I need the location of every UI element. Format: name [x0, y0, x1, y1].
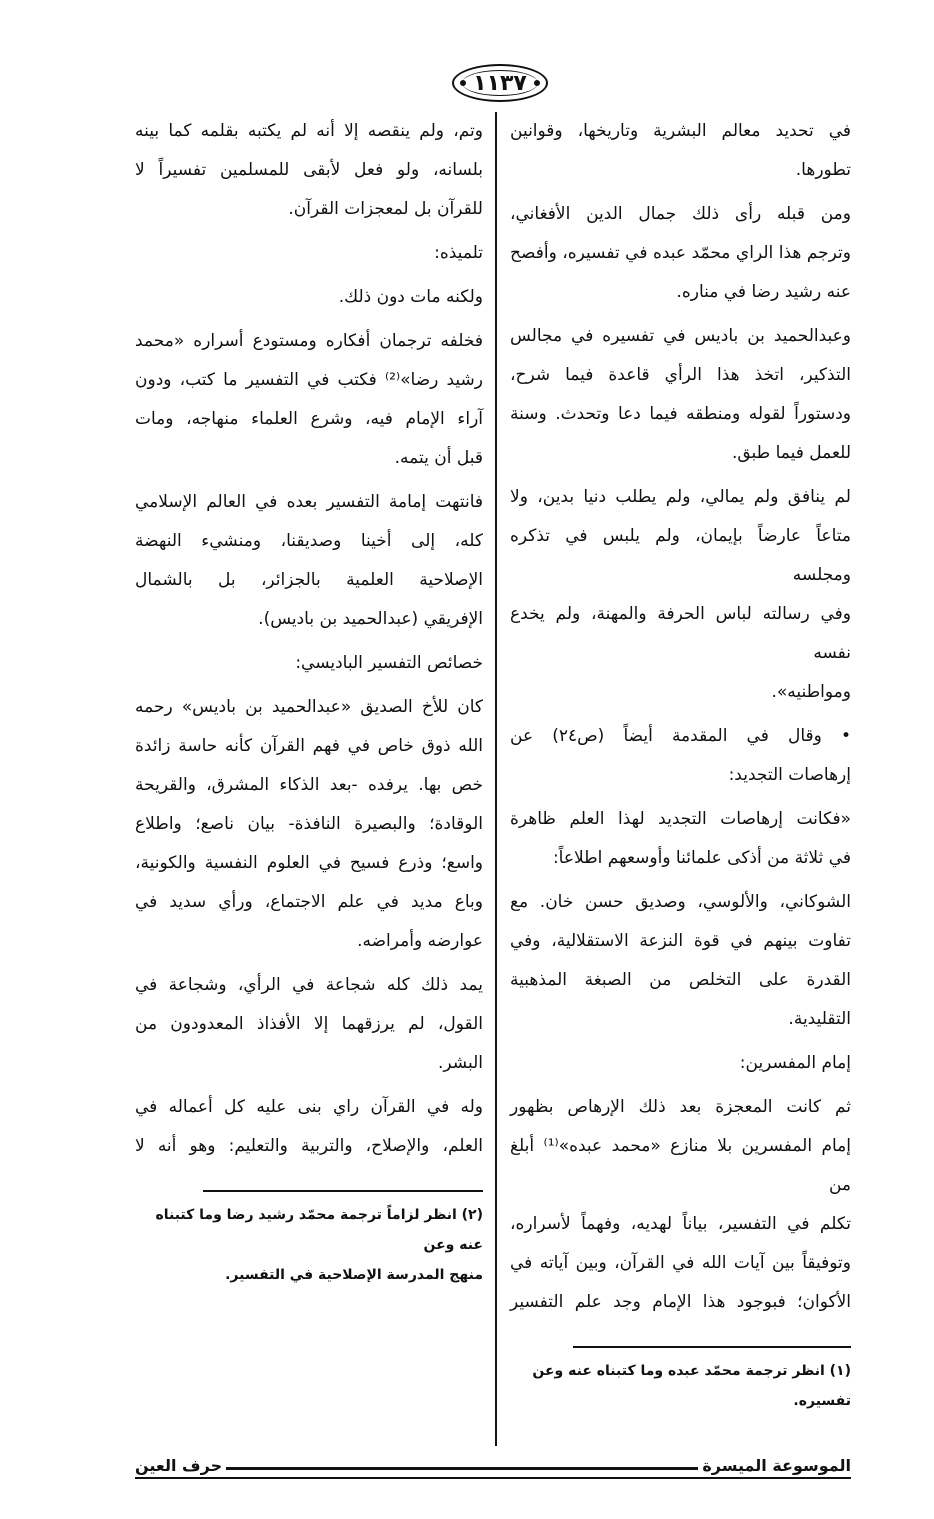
footnotes-right — [510, 1346, 851, 1446]
text-line: الله ذوق خاص في فهم القرآن كأنه حاسة زائدة — [135, 736, 483, 756]
text-line: التذكير، اتخذ هذا الرأي قاعدة فيما شرح، — [510, 365, 851, 385]
text-line: خص بها. يرفده -بعد الذكاء المشرق، والقريحة — [135, 775, 483, 795]
paragraph — [510, 1044, 851, 1083]
text-line: تطورها. — [795, 160, 851, 180]
text-line: الأكوان؛ فبوجود هذا الإمام وجد علم التفسير — [510, 1292, 851, 1312]
text-line: وعبدالحميد بن باديس في تفسيره في مجالس — [510, 326, 851, 346]
text-line: الإصلاحية العلمية بالجزائر، بل بالشمال — [135, 570, 483, 590]
text-line: بلسانه، ولو فعل لأبقى للمسلمين تفسيراً لا — [135, 160, 483, 180]
text-line: قبل أن يتمه. — [394, 448, 483, 468]
text-line: لم ينافق ولم يمالي، ولم يطلب دنيا بدين، ولا — [510, 487, 851, 507]
footnote-2-line-2: منهج المدرسة الإصلاحية في التفسير. — [225, 1267, 483, 1283]
text-line: وباع مديد في علم الاجتماع، ورأي سديد في — [135, 892, 483, 912]
text-line: كان للأخ الصديق «عبدالحميد بن باديس» رحمه — [135, 697, 483, 717]
text-line: ودستوراً لقوله ومنطقه فيما دعا وتحدث. وسنة — [510, 404, 851, 424]
book-title: الموسوعة الميسرة — [702, 1456, 851, 1475]
paragraph — [135, 644, 483, 683]
text-line: فانتهت إمامة التفسير بعده في العالم الإسلامي — [135, 492, 483, 512]
text-line: القول، لم يرزقهما إلا الأفذاذ المعدودون من — [135, 1014, 483, 1034]
paragraph — [510, 195, 851, 312]
footnotes-left — [135, 1190, 483, 1320]
text-line: عوارضه وأمراضه. — [357, 931, 483, 951]
footnote-1: (١) انظر ترجمة محمّد عبده وما كتبناه عنه وعن تفسيره. — [532, 1363, 851, 1409]
text-line: «فكانت إرهاصات التجديد لهذا العلم ظاهرة — [510, 809, 851, 829]
paragraph — [135, 966, 483, 1083]
text-line: للقرآن بل لمعجزات القرآن. — [288, 199, 483, 219]
paragraph — [135, 234, 483, 273]
footnote-2-line-1: (٢) انظر لزاماً ترجمة محمّد رشيد رضا وما كتبناه عنه وعن — [155, 1207, 483, 1253]
text-line: للعمل فيما طبق. — [731, 443, 851, 463]
text-line: وترجم هذا الراي محمّد عبده في تفسيره، وأفصح — [510, 243, 851, 263]
left-column-body — [135, 112, 483, 1166]
paragraph — [510, 112, 851, 190]
text-line: الشوكاني، والألوسي، وصديق حسن خان. مع — [510, 892, 851, 912]
footnote-rule-left — [203, 1190, 483, 1192]
paragraph — [135, 112, 483, 229]
text-line: إمام المفسرين بلا منازع «محمد عبده»⁽¹⁾ أبلغ من — [510, 1136, 851, 1195]
text-line: إمام المفسرين: — [739, 1053, 851, 1073]
paragraph — [135, 688, 483, 961]
paragraph — [135, 322, 483, 478]
text-line: ومواطنيه». — [771, 682, 851, 702]
text-line: القدرة على التخلص من الصبغة المذهبية — [510, 970, 851, 990]
text-line: يمد ذلك كله شجاعة في الرأي، وشجاعة في — [135, 975, 483, 995]
page-number-text: ١١٣٧ — [473, 70, 527, 96]
paragraph — [135, 278, 483, 317]
left-column — [135, 112, 495, 1446]
text-line: وفي رسالته لباس الحرفة والمهنة، ولم يخدع نفسه — [510, 604, 851, 663]
text-line: متاعاً عارضاً بإيمان، ولم يلبس في تذكره ومجلسه — [510, 526, 851, 585]
paragraph — [135, 1088, 483, 1166]
paragraph — [135, 483, 483, 639]
page-number — [452, 64, 548, 102]
paragraph — [510, 1088, 851, 1322]
text-line: فخلفه ترجمان أفكاره ومستودع أسراره «محمد — [135, 331, 483, 351]
text-line: وله في القرآن راي بنى عليه كل أعماله في — [135, 1097, 483, 1117]
text-line: وتم، ولم ينقصه إلا أنه لم يكتبه بقلمه كما بينه — [135, 121, 483, 141]
paragraph — [510, 800, 851, 878]
text-line: إرهاصات التجديد: — [728, 765, 851, 785]
text-line: ثم كانت المعجزة بعد ذلك الإرهاص بظهور — [510, 1097, 851, 1117]
footnote-rule-right — [573, 1346, 851, 1348]
text-line: ولكنه مات دون ذلك. — [338, 287, 483, 307]
footer-line — [226, 1467, 698, 1470]
text-line: في ثلاثة من أذكى علمائنا وأوسعهم اطلاعاً: — [552, 848, 851, 868]
columns — [135, 0, 851, 1446]
paragraph — [510, 478, 851, 712]
text-line: تفاوت بينهم في قوة النزعة الاستقلالية، وفي — [510, 931, 851, 951]
text-line: وتوفيقاً بين آيات الله في القرآن، وبين آياته في — [510, 1253, 851, 1273]
text-line: تلميذه: — [434, 243, 483, 263]
text-line: عنه رشيد رضا في مناره. — [676, 282, 851, 302]
text-line: الإفريقي (عبدالحميد بن باديس). — [258, 609, 483, 629]
text-line: • وقال في المقدمة أيضاً (ص٢٤) عن — [510, 726, 852, 746]
text-line: التقليدية. — [788, 1009, 851, 1029]
right-column — [495, 112, 851, 1446]
paragraph — [510, 883, 851, 1039]
paragraph — [510, 717, 851, 795]
text-line: كله، إلى أخينا وصديقنا، ومنشيء النهضة — [135, 531, 483, 551]
paragraph — [510, 317, 851, 473]
text-line: الوقادة؛ والبصيرة النافذة- بيان ناصع؛ واطلاع — [135, 814, 483, 834]
right-column-body — [510, 112, 851, 1322]
text-line: آراء الإمام فيه، وشرع العلماء منهاجه، ومات — [135, 409, 483, 429]
section-title: حرف العين — [135, 1456, 223, 1475]
text-line: ومن قبله رأى ذلك جمال الدين الأفغاني، — [510, 204, 851, 224]
page-footer — [135, 1456, 851, 1479]
text-line: خصائص التفسير الباديسي: — [295, 653, 483, 673]
text-line: العلم، والإصلاح، والتربية والتعليم: وهو أنه لا — [135, 1136, 483, 1156]
text-line: في تحديد معالم البشرية وتاريخها، وقوانين — [510, 121, 851, 141]
text-line: البشر. — [438, 1053, 483, 1073]
text-line: واسع؛ وذرع فسيح في العلوم النفسية والكونية، — [135, 853, 483, 873]
text-line: رشيد رضا»⁽²⁾ فكتب في التفسير ما كتب، ودون — [135, 370, 484, 390]
text-line: تكلم في التفسير، بياناً لهديه، وفهماً لأسراره، — [510, 1214, 851, 1234]
page-number-frame — [462, 70, 538, 96]
